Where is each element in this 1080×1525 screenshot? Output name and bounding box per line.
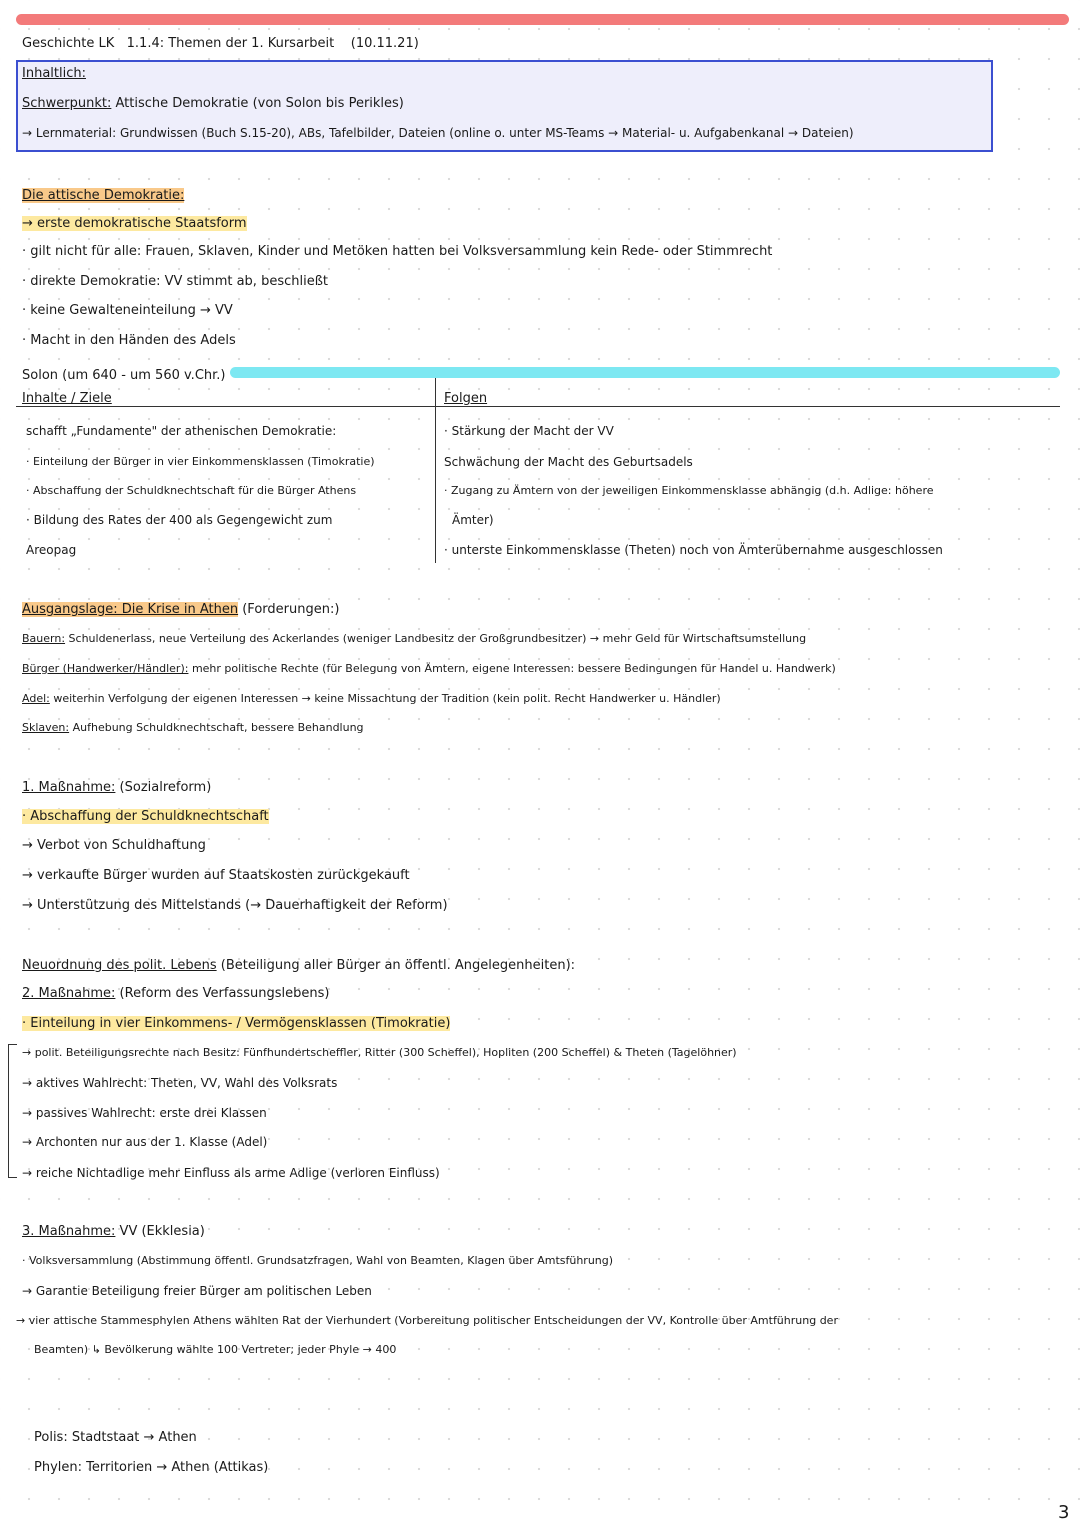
krise-line-sklaven <box>22 721 364 734</box>
neuordnung-item-1: · Einteilung in vier Einkommens- / Vermögensklassen (Timokratie) <box>22 1016 451 1031</box>
krise-line-bauern <box>22 632 806 645</box>
massnahme1-item-3: → verkaufte Bürger wurden auf Staatskosten zurückgekauft <box>22 868 410 883</box>
krise-title-main: Ausgangslage: Die Krise in Athen <box>22 602 239 617</box>
section-title-attische: Die attische Demokratie: <box>22 188 185 203</box>
massnahme1-item-1: · Abschaffung der Schuldknechtschaft <box>22 809 269 824</box>
solon-right-4: Ämter) <box>452 513 494 527</box>
massnahme1-title <box>22 780 211 795</box>
attische-item-4: · keine Gewalteneinteilung → VV <box>22 303 233 318</box>
massnahme1-title-suffix: (Sozialreform) <box>119 780 212 795</box>
massnahme3-item-3: → vier attische Stammesphylen Athens wählten Rat der Vierhundert (Vorbereitung politischer Entscheidungen der VV, Kontrolle über Amtführung der <box>16 1314 838 1327</box>
krise-line-buerger <box>22 662 836 675</box>
solon-left-2: · Einteilung der Bürger in vier Einkommensklassen (Timokratie) <box>26 455 375 468</box>
krise-text-bauern: Schuldenerlass, neue Verteilung des Ackerlandes (weniger Landbesitz der Großgrundbesitzer) → mehr Geld für Wirtschaftsumstellung <box>68 632 807 645</box>
neuordnung-item-3: → aktives Wahlrecht: Theten, VV, Wahl des Volksrats <box>22 1076 338 1090</box>
page-title <box>22 36 419 51</box>
bracket-arrow <box>8 1044 17 1178</box>
neuordnung-item-5: → Archonten nur aus der 1. Klasse (Adel) <box>22 1135 268 1149</box>
focus-text: Attische Demokratie (von Solon bis Perikles) <box>115 96 404 111</box>
massnahme2-title-main: 2. Maßnahme: <box>22 986 116 1001</box>
title-subject: Geschichte LK <box>22 36 115 51</box>
krise-label-bauern: Bauern: <box>22 632 66 645</box>
solon-col-left-header: Inhalte / Ziele <box>22 391 112 406</box>
box-line-material: → Lernmaterial: Grundwissen (Buch S.15-20), ABs, Tafelbilder, Dateien (online o. unter MS-Teams → Material- u. Aufgabenkanal → Dateien) <box>22 126 854 140</box>
table-column-divider <box>435 378 436 563</box>
solon-left-4: · Bildung des Rates der 400 als Gegengewicht zum <box>26 513 333 527</box>
massnahme3-title-main: 3. Maßnahme: <box>22 1224 116 1239</box>
krise-title-suffix: (Forderungen:) <box>242 602 340 617</box>
footer-phylen: Phylen: Territorien → Athen (Attikas) <box>34 1460 269 1475</box>
massnahme3-item-2: → Garantie Beteiligung freier Bürger am politischen Leben <box>22 1284 372 1298</box>
footer-polis: Polis: Stadtstaat → Athen <box>34 1430 197 1445</box>
massnahme3-item-1: · Volksversammlung (Abstimmung öffentl. Grundsatzfragen, Wahl von Beamten, Klagen über Amtsführung) <box>22 1254 614 1267</box>
title-date: (10.11.21) <box>350 36 419 51</box>
massnahme1-title-main: 1. Maßnahme: <box>22 780 116 795</box>
attische-item-2: · gilt nicht für alle: Frauen, Sklaven, Kinder und Metöken hatten bei Volksversammlung kein Rede- oder Stimmrecht <box>22 244 773 259</box>
solon-left-3: · Abschaffung der Schuldknechtschaft für die Bürger Athens <box>26 484 357 497</box>
krise-text-buerger: mehr politische Rechte (für Belegung von Ämtern, eigene Interessen: bessere Bedingungen für Handel u. Handwerk) <box>191 662 836 675</box>
neuordnung-title <box>22 958 575 973</box>
solon-col-right-header: Folgen <box>444 391 488 406</box>
massnahme3-title <box>22 1224 205 1239</box>
box-line-focus <box>22 96 404 111</box>
massnahme3-item-4: Beamten) ↳ Bevölkerung wählte 100 Vertreter; jeder Phyle → 400 <box>34 1343 397 1356</box>
massnahme1-item-4: → Unterstützung des Mittelstands (→ Dauerhaftigkeit der Reform) <box>22 898 448 913</box>
solon-right-3: · Zugang zu Ämtern von der jeweiligen Einkommensklasse abhängig (d.h. Adlige: höhere <box>444 484 934 497</box>
massnahme1-item-2: → Verbot von Schuldhaftung <box>22 838 206 853</box>
krise-label-adel: Adel: <box>22 692 50 705</box>
krise-text-adel: weiterhin Verfolgung der eigenen Interessen → keine Missachtung der Tradition (kein polit. Recht Handwerker u. Händler) <box>53 692 721 705</box>
krise-text-sklaven: Aufhebung Schuldknechtschaft, bessere Behandlung <box>72 721 364 734</box>
krise-label-buerger: Bürger (Handwerker/Händler): <box>22 662 189 675</box>
neuordnung-item-2: → polit. Beteiligungsrechte nach Besitz: Fünfhundertscheffler, Ritter (300 Scheffel), Hopliten (200 Scheffel) & Theten (Tagelöhner) <box>22 1046 737 1059</box>
cyan-divider-bar <box>230 367 1060 378</box>
neuordnung-title-suffix: (Beteiligung aller Bürger an öffentl. Angelegenheiten): <box>220 958 576 973</box>
krise-label-sklaven: Sklaven: <box>22 721 70 734</box>
massnahme2-title-suffix: (Reform des Verfassungslebens) <box>119 986 330 1001</box>
neuordnung-item-6: → reiche Nichtadlige mehr Einfluss als arme Adlige (verloren Einfluss) <box>22 1166 440 1180</box>
focus-label: Schwerpunkt: <box>22 96 112 111</box>
solon-left-1: schafft „Fundamente" der athenischen Demokratie: <box>26 424 337 438</box>
krise-title <box>22 602 339 617</box>
solon-left-5: Areopag <box>26 543 77 557</box>
title-topic: 1.1.4: Themen der 1. Kursarbeit <box>126 36 335 51</box>
page-number: 3 <box>1058 1502 1070 1523</box>
solon-right-5: · unterste Einkommensklasse (Theten) noch von Ämterübernahme ausgeschlossen <box>444 543 943 557</box>
massnahme2-title <box>22 986 329 1001</box>
neuordnung-item-4: → passives Wahlrecht: erste drei Klassen <box>22 1106 267 1120</box>
attische-item-5: · Macht in den Händen des Adels <box>22 333 236 348</box>
neuordnung-title-main: Neuordnung des polit. Lebens <box>22 958 217 973</box>
solon-right-1: · Stärkung der Macht der VV <box>444 424 614 438</box>
krise-line-adel <box>22 692 721 705</box>
solon-right-2: Schwächung der Macht des Geburtsadels <box>444 455 693 469</box>
box-label: Inhaltlich: <box>22 66 86 81</box>
attische-item-1: → erste demokratische Staatsform <box>22 216 247 231</box>
table-divider <box>16 406 1060 407</box>
massnahme3-title-suffix: VV (Ekklesia) <box>119 1224 205 1239</box>
red-divider-bar <box>16 14 1069 25</box>
solon-title: Solon (um 640 - um 560 v.Chr.) <box>22 368 226 383</box>
attische-item-3: · direkte Demokratie: VV stimmt ab, beschließt <box>22 274 328 289</box>
